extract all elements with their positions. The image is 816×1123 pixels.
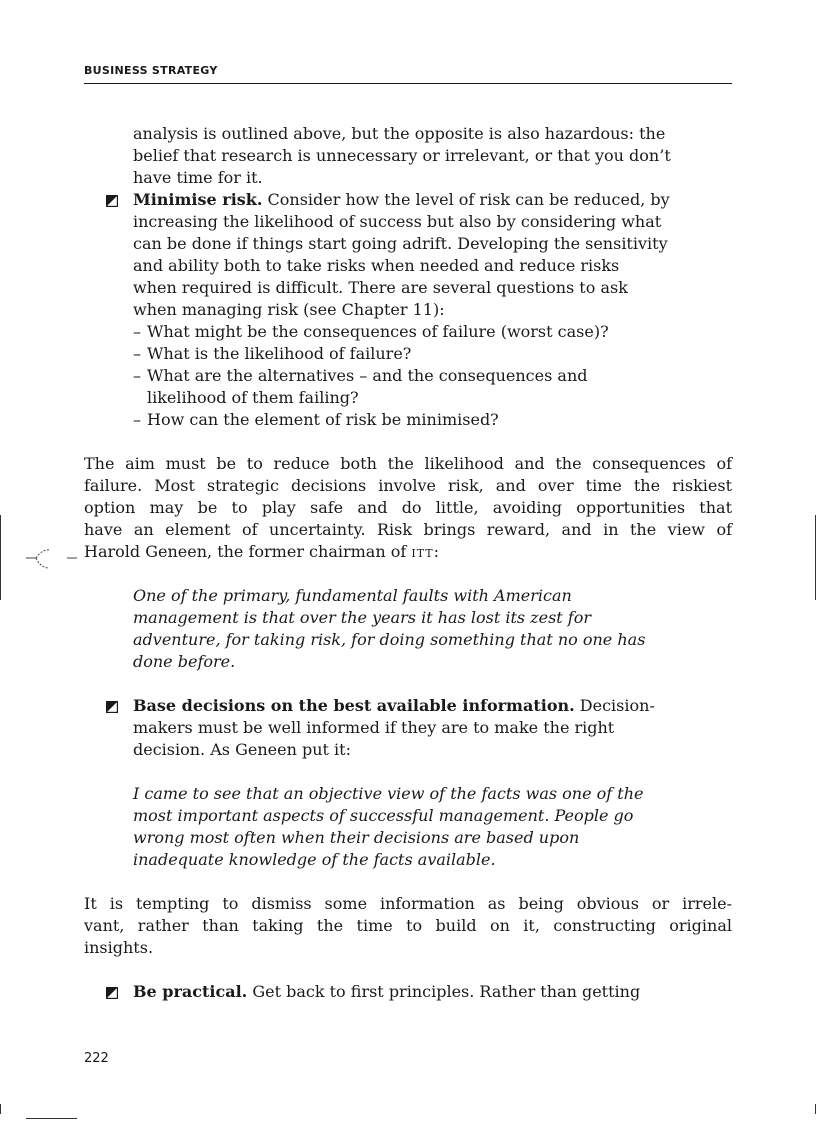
crop-mark-left bbox=[0, 515, 1, 600]
text-line: option may be to play safe and do little, avoiding opportunities that bbox=[84, 498, 732, 517]
quote-line: I came to see that an objective view of the facts was one of the bbox=[133, 784, 644, 803]
question-item: – What might be the consequences of failure (worst case)? bbox=[133, 322, 609, 341]
text-line: belief that research is unnecessary or irrelevant, or that you don’t bbox=[133, 146, 671, 165]
quote-line: done before. bbox=[133, 652, 236, 671]
text-line: when managing risk (see Chapter 11): bbox=[133, 300, 445, 319]
text-line: It is tempting to dismiss some information as being obvious or irrele- bbox=[84, 894, 732, 913]
text-line: vant, rather than taking the time to build on it, constructing original bbox=[84, 916, 732, 935]
header-rule bbox=[84, 83, 732, 84]
bullet-lead: Be practical. bbox=[133, 982, 248, 1001]
text-line: and ability both to take risks when needed and reduce risks bbox=[133, 256, 620, 275]
dash-marker: – bbox=[133, 344, 141, 363]
registration-mark-icon bbox=[26, 546, 78, 576]
text-line: failure. Most strategic decisions involve risk, and over time the riskiest bbox=[84, 476, 732, 495]
question-item: – What is the likelihood of failure? bbox=[133, 344, 412, 363]
text-line bbox=[133, 981, 732, 1003]
quote-line: management is that over the years it has lost its zest for bbox=[133, 608, 592, 627]
bullet-icon bbox=[106, 987, 118, 999]
quote-line: wrong most often when their decisions are based upon bbox=[133, 828, 580, 847]
quote-line: adventure, for taking risk, for doing something that no one has bbox=[133, 630, 646, 649]
quote-line: inadequate knowledge of the facts available. bbox=[133, 850, 496, 869]
text-line: have an element of uncertainty. Risk brings reward, and in the view of bbox=[84, 520, 732, 539]
quote-geneen-2 bbox=[133, 783, 732, 871]
text-line: The aim must be to reduce both the likelihood and the consequences of bbox=[84, 454, 732, 473]
text-line bbox=[133, 695, 732, 717]
bullet-icon bbox=[106, 195, 118, 207]
bullet-be-practical bbox=[133, 981, 732, 1003]
crop-mark-corner-left bbox=[0, 1104, 1, 1114]
quote-line: One of the primary, fundamental faults with American bbox=[133, 586, 572, 605]
running-head: BUSINESS STRATEGY bbox=[84, 64, 218, 77]
text-line bbox=[133, 189, 732, 211]
bullet-text: Decision- bbox=[579, 696, 655, 715]
question-item-continuation: likelihood of them failing? bbox=[147, 388, 359, 407]
risk-questions-list bbox=[133, 321, 732, 431]
bullet-icon bbox=[106, 701, 118, 713]
bullet-lead: Minimise risk. bbox=[133, 190, 263, 209]
bullet-text: Get back to first principles. Rather than getting bbox=[252, 982, 641, 1001]
company-name: itt bbox=[411, 542, 434, 561]
text-line: makers must be well informed if they are to make the right bbox=[133, 718, 615, 737]
aim-paragraph bbox=[84, 453, 732, 563]
page-body bbox=[84, 123, 732, 1003]
dash-marker: – bbox=[133, 410, 141, 429]
text-line: have time for it. bbox=[133, 168, 263, 187]
crop-mark-bottom bbox=[26, 1118, 77, 1119]
bullet-lead: Base decisions on the best available information. bbox=[133, 696, 575, 715]
quote-line: most important aspects of successful management. People go bbox=[133, 806, 634, 825]
dash-marker: – bbox=[133, 366, 141, 385]
text-line: Harold Geneen, the former chairman of itt: bbox=[84, 542, 439, 561]
text-line: insights. bbox=[84, 938, 154, 957]
page-number: 222 bbox=[84, 1051, 109, 1066]
text-line: increasing the likelihood of success but also by considering what bbox=[133, 212, 662, 231]
bullet-minimise-risk bbox=[133, 189, 732, 321]
bullet-text: Consider how the level of risk can be reduced, by bbox=[267, 190, 670, 209]
text-line: analysis is outlined above, but the opposite is also hazardous: the bbox=[133, 124, 666, 143]
question-item: – How can the element of risk be minimised? bbox=[133, 410, 499, 429]
bullet-base-decisions bbox=[133, 695, 732, 761]
text-line: when required is difficult. There are several questions to ask bbox=[133, 278, 628, 297]
question-item: – What are the alternatives – and the consequences and bbox=[133, 366, 588, 385]
continuation-paragraph bbox=[133, 123, 732, 189]
tempting-paragraph bbox=[84, 893, 732, 959]
text-line: can be done if things start going adrift. Developing the sensitivity bbox=[133, 234, 668, 253]
dash-marker: – bbox=[133, 322, 141, 341]
quote-geneen-1 bbox=[133, 585, 732, 673]
text-line: decision. As Geneen put it: bbox=[133, 740, 351, 759]
